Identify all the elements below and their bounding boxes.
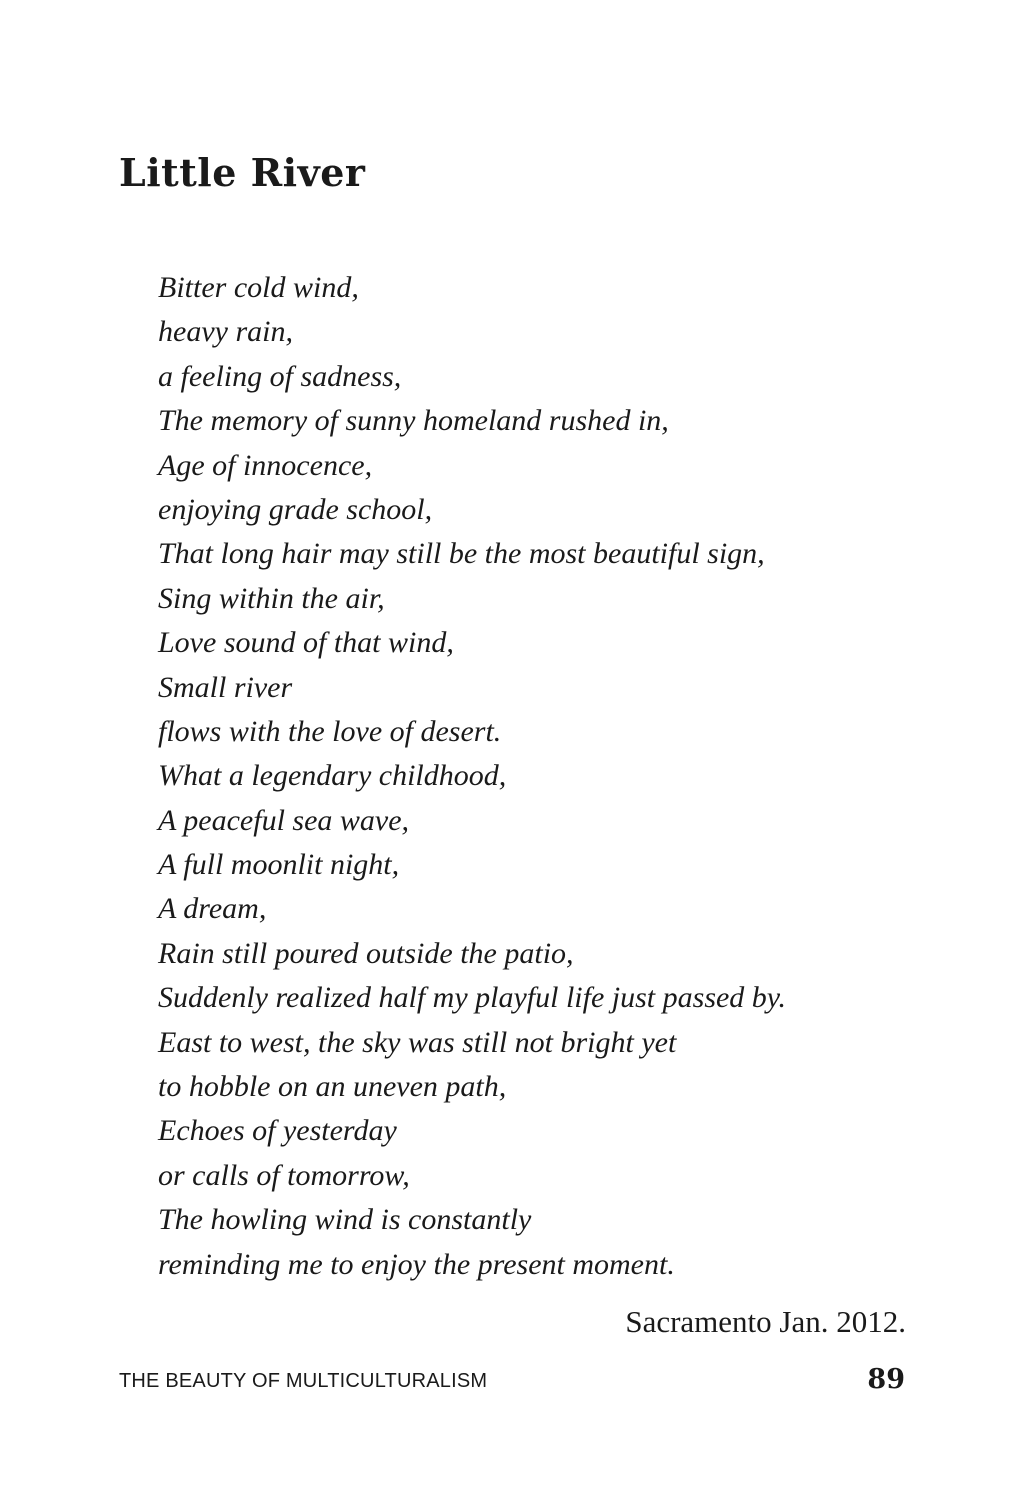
poem-line: Echoes of yesterday	[158, 1114, 397, 1148]
poem-line: flows with the love of desert.	[158, 714, 502, 748]
poem-line: or calls of tomorrow,	[158, 1158, 410, 1192]
poem-line: The howling wind is constantly	[158, 1203, 532, 1237]
poem-line: The memory of sunny homeland rushed in,	[158, 404, 669, 438]
poem-line: East to west, the sky was still not bright yet	[158, 1025, 677, 1059]
poem-line: Sing within the air,	[158, 581, 385, 615]
page-number: 89	[867, 1364, 905, 1395]
poem-line: a feeling of sadness,	[158, 359, 402, 393]
poem-line: enjoying grade school,	[158, 492, 433, 526]
poem-line: to hobble on an uneven path,	[158, 1070, 507, 1104]
poem-line: Small river	[158, 670, 293, 704]
poem-line: reminding me to enjoy the present moment.	[158, 1247, 675, 1281]
poem-title: Little River	[119, 150, 366, 195]
poem-line: Rain still poured outside the patio,	[158, 936, 574, 970]
poem-line: Love sound of that wind,	[158, 626, 454, 660]
poem-line: A peaceful sea wave,	[158, 803, 410, 837]
poem-line: What a legendary childhood,	[158, 759, 507, 793]
poem-line: heavy rain,	[158, 315, 293, 349]
poem-signature: Sacramento Jan. 2012.	[625, 1304, 906, 1339]
poem-line: Suddenly realized half my playful life just passed by.	[158, 981, 786, 1015]
poem-body	[158, 266, 958, 1287]
poem-line: Bitter cold wind,	[158, 271, 359, 304]
poem-line: Age of innocence,	[158, 448, 373, 482]
poem-line: That long hair may still be the most beautiful sign,	[158, 537, 765, 571]
poem-line: A full moonlit night,	[158, 848, 400, 882]
poem-line: A dream,	[158, 892, 267, 926]
running-footer-book-title: THE BEAUTY OF MULTICULTURALISM	[119, 1370, 488, 1392]
